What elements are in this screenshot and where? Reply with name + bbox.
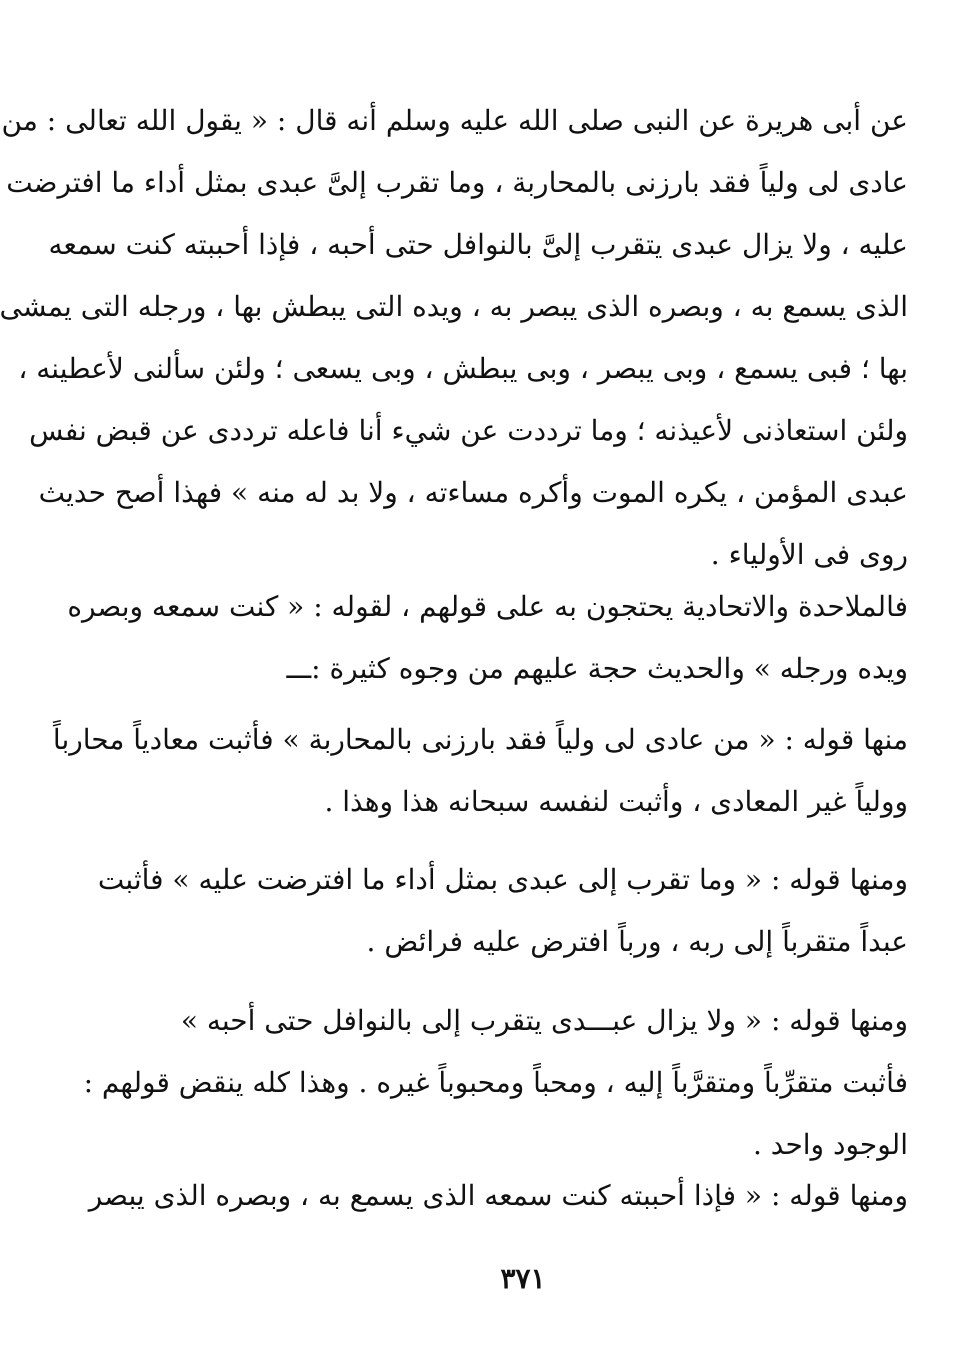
text-line: منها قوله : « من عادى لى ولياً فقد بارزنى بالمحاربة » فأثبت معادياً محارباً [52,723,908,756]
paragraph-first-point [52,709,908,833]
text-line: عبدى المؤمن ، يكره الموت وأكره مساءته ، ولا بد له منه » فهذا أصح حديث [38,476,908,509]
text-line: ولئن استعاذنى لأعيذنه ؛ وما ترددت عن شيء أنا فاعله ترددى عن قبض نفس [29,414,908,447]
paragraph-fourth-point [88,1165,908,1227]
text-line: وولياً غير المعادى ، وأثبت لنفسه سبحانه هذا وهذا . [324,785,908,818]
text-line: روى فى الأولياء . [710,538,908,571]
text-line: ويده ورجله » والحديث حجة عليهم من وجوه كثيرة :ـــ [286,652,908,685]
text-line: عن أبى هريرة عن النبى صلى الله عليه وسلم أنه قال : « يقول الله تعالى : من [1,104,908,137]
text-line: ومنها قوله : « فإذا أحببته كنت سمعه الذى يسمع به ، وبصره الذى يبصر [88,1179,908,1212]
paragraph-third-point [83,990,908,1176]
text-line: عادى لى ولياً فقد بارزنى بالمحاربة ، وما تقرب إلىَّ عبدى بمثل أداء ما افترضت [6,166,908,199]
paragraph-second-point [97,849,908,973]
text-line: ومنها قوله : « وما تقرب إلى عبدى بمثل أداء ما افترضت عليه » فأثبت [97,863,908,896]
text-line: عبداً متقرباً إلى ربه ، ورباً افترض عليه فرائض . [366,925,908,958]
paragraph-malahida [67,576,908,700]
paragraph-hadith [0,90,908,586]
page-number: ٣٧١ [500,1262,546,1295]
text-line: عليه ، ولا يزال عبدى يتقرب إلىَّ بالنوافل حتى أحبه ، فإذا أحببته كنت سمعه [48,228,908,261]
text-line: فالملاحدة والاتحادية يحتجون به على قولهم ، لقوله : « كنت سمعه وبصره [67,590,908,623]
text-line: الذى يسمع به ، وبصره الذى يبصر به ، ويده التى يبطش بها ، ورجله التى يمشى [0,290,908,323]
text-line: ومنها قوله : « ولا يزال عبـــدى يتقرب إلى بالنوافل حتى أحبه » [180,1004,908,1037]
text-line: فأثبت متقرِّباً ومتقرَّباً إليه ، ومحباً ومحبوباً غيره . وهذا كله ينقض قولهم : [83,1066,908,1099]
text-line: بها ؛ فبى يسمع ، وبى يبصر ، وبى يبطش ، وبى يسعى ؛ ولئن سألنى لأعطينه ، [18,352,908,385]
text-line: الوجود واحد . [752,1128,908,1161]
